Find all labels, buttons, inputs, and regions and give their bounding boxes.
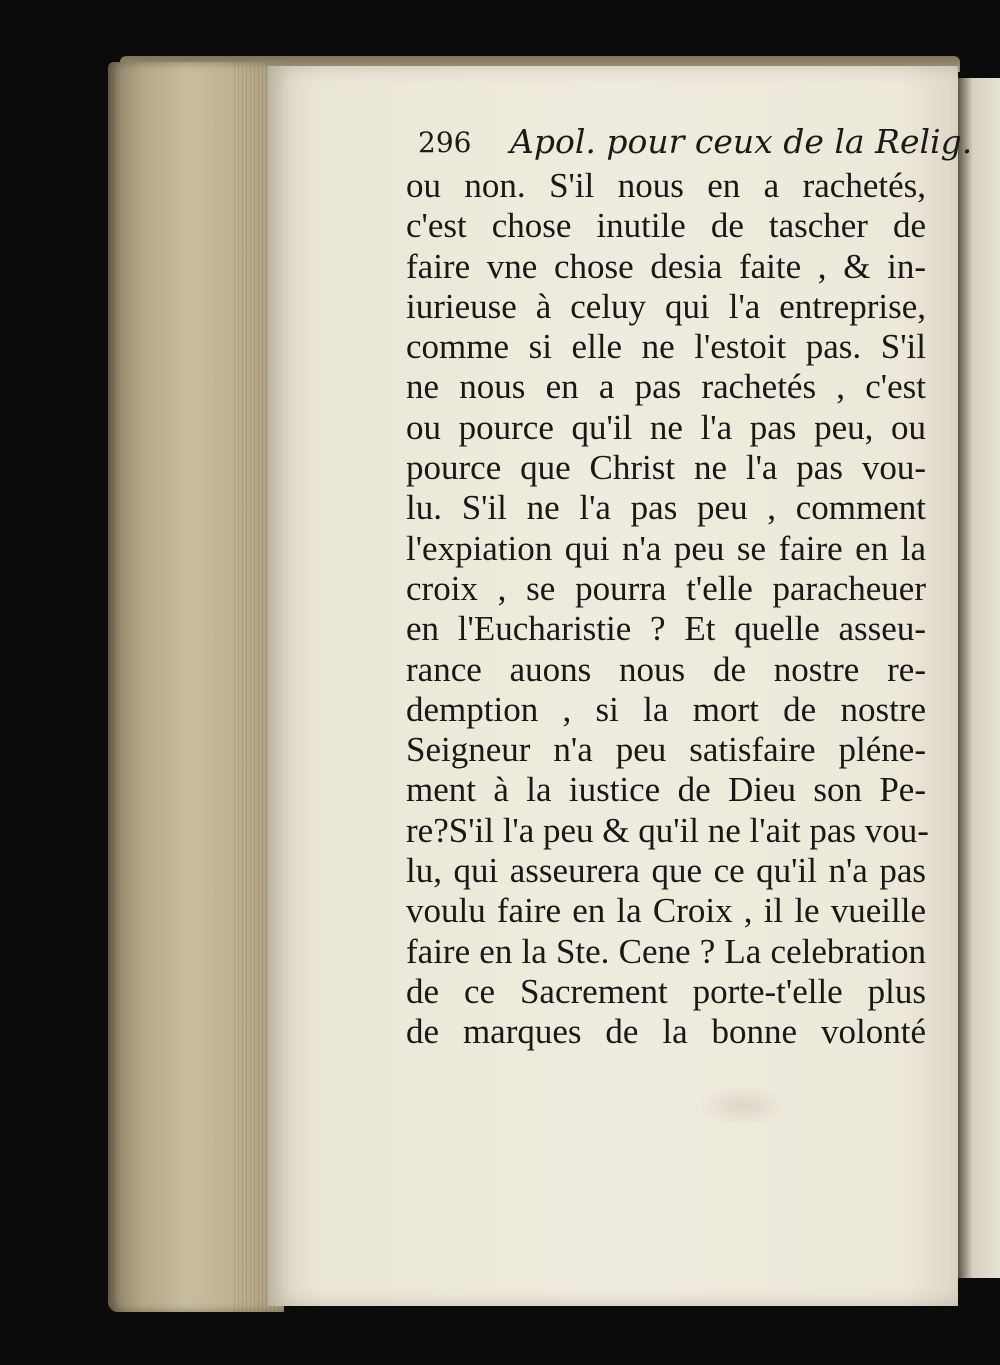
text-line: croix , se pourra t'elle paracheuer bbox=[406, 568, 926, 608]
adjacent-page-edge bbox=[958, 78, 1000, 1278]
text-line: iurieuse à celuy qui l'a entreprise, bbox=[406, 286, 926, 326]
text-line: de marques de la bonne volonté bbox=[406, 1012, 926, 1052]
book-page-edges bbox=[108, 62, 284, 1312]
text-line: voulu faire en la Croix , il le vueille bbox=[406, 891, 926, 931]
text-line: Seigneur n'a peu satisfaire pléne- bbox=[406, 730, 926, 770]
text-line: lu, qui asseurera que ce qu'il n'a pas bbox=[406, 851, 926, 891]
text-line: de ce Sacrement porte-t'elle plus bbox=[406, 971, 926, 1011]
text-line: demption , si la mort de nostre bbox=[406, 689, 926, 729]
text-line: ne nous en a pas rachetés , c'est bbox=[406, 367, 926, 407]
page-number: 296 bbox=[418, 126, 472, 159]
text-line: lu. S'il ne l'a pas peu , comment bbox=[406, 488, 926, 528]
running-head: Apol. pour ceux de la Relig. bbox=[510, 122, 973, 161]
text-line: c'est chose inutile de tascher de bbox=[406, 206, 926, 246]
paper-stain bbox=[698, 1086, 788, 1126]
text-line: en l'Eucharistie ? Et quelle asseu- bbox=[406, 609, 926, 649]
text-line: l'expiation qui n'a peu se faire en la bbox=[406, 528, 926, 568]
text-line: ou pource qu'il ne l'a pas peu, ou bbox=[406, 407, 926, 447]
text-line: pource que Christ ne l'a pas vou- bbox=[406, 448, 926, 488]
page-header bbox=[410, 114, 973, 170]
text-line: faire en la Ste. Cene ? La celebration bbox=[406, 931, 926, 971]
text-line: ou non. S'il nous en a rachetés, bbox=[406, 166, 926, 205]
book-page bbox=[268, 66, 973, 1306]
text-line: faire vne chose desia faite , & in- bbox=[406, 246, 926, 286]
body-text bbox=[406, 166, 929, 1053]
text-line: ment à la iustice de Dieu son Pe- bbox=[406, 770, 926, 810]
text-line: rance auons nous de nostre re- bbox=[406, 649, 926, 689]
text-line: comme si elle ne l'estoit pas. S'il bbox=[406, 327, 926, 367]
text-line: re?S'il l'a peu & qu'il ne l'ait pas vou- bbox=[406, 810, 929, 850]
